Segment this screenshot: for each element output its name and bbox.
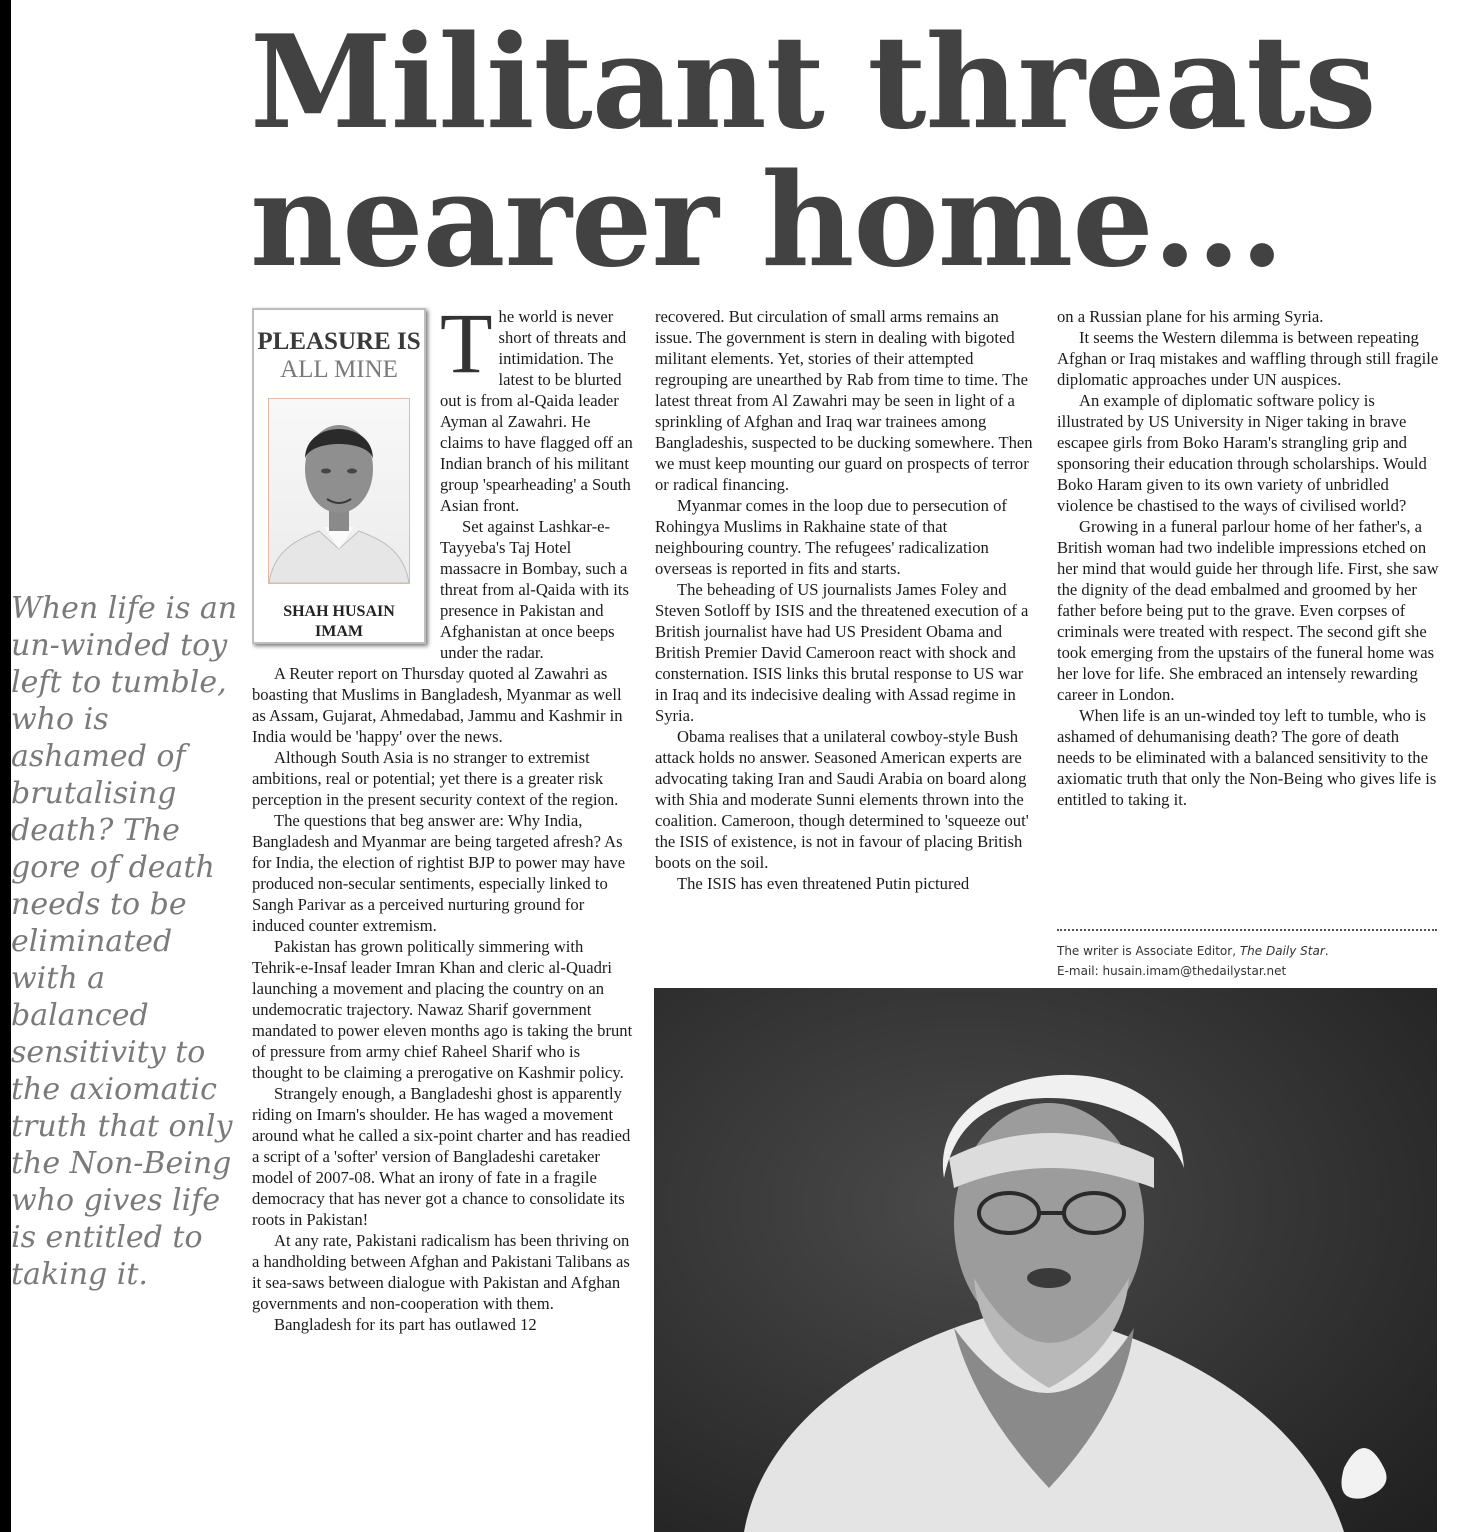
headline: Militant threats nearer home... bbox=[250, 8, 1376, 296]
writer-email: E-mail: husain.imam@thedailystar.net bbox=[1057, 964, 1287, 978]
author-name-line-1: SHAH HUSAIN bbox=[283, 603, 395, 620]
writer-note bbox=[1057, 941, 1447, 981]
writer-affiliation bbox=[1057, 941, 1447, 961]
dotted-divider bbox=[1057, 929, 1437, 931]
paragraph: recovered. But circulation of small arms remains an issue. The government is stern in dealing with bigoted militant elements. Yet, stories of their attempted regrouping are unearthed by Rab from time to time. The latest threat from Al Zawahri may be seen in light of a sprinkling of Afghan and Iraq war trainees among Bangladeshis, suspected to be ducking somewhere. Then we must keep mounting our guard on prospects of terror or radical financing. bbox=[655, 307, 1033, 494]
writer-affiliation-period: . bbox=[1324, 944, 1329, 958]
photo-subject-icon bbox=[654, 988, 1437, 1532]
paragraph: Strangely enough, a Bangladeshi ghost is apparently riding on Imarn's shoulder. He has waged a movement around what he called a six-point charter and has readied a script of a 'softer' version of Bangladeshi caretaker model of 2007-08. What an irony of fate in a fragile democracy that has never got a chance to consolidate its roots in Pakistan! bbox=[252, 1084, 631, 1229]
column-name-line-1: PLEASURE IS bbox=[257, 328, 421, 355]
article-column-1 bbox=[252, 306, 634, 1532]
paragraph: Myanmar comes in the loop due to persecution of Rohingya Muslims in Rakhaine state of that neighbouring country. The refugees' radicalization overseas is reported in fits and starts. bbox=[655, 496, 1007, 578]
publication-name: The Daily Star bbox=[1239, 944, 1325, 958]
paragraph-text: he world is never short of threats and intimidation. The latest to be blurted out is from al-Qaida leader Ayman al Zawahri. He claims to have flagged off an Indian branch of his militant group 'spearheading' a South Asian front. bbox=[440, 307, 633, 515]
paragraph: Although South Asia is no stranger to extremist ambitions, real or potential; yet there is a greater risk perception in the present security context of the region. bbox=[252, 748, 619, 809]
writer-affiliation-text: The writer is Associate Editor, bbox=[1057, 944, 1240, 958]
paragraph: The questions that beg answer are: Why India, Bangladesh and Myanmar are being targeted afresh? As for India, the election of rightist BJP to power may have produced non-secular sentiments, especially linked to Sangh Parivar as a perceived nurturing ground for induced counter extremism. bbox=[252, 811, 626, 935]
author-name-line-2: IMAM bbox=[315, 623, 363, 640]
paragraph: Pakistan has grown politically simmering with Tehrik-e-Insaf leader Imran Khan and cleric al-Quadri launching a movement and placing the country on an undemocratic trajectory. Nawaz Sharif government mandated to power eleven months ago is taking the brunt of pressure from army chief Raheel Sharif who is thought to be claiming a prerogative on Kashmir policy. bbox=[252, 937, 633, 1082]
pull-quote: When life is an un-winded toy left to tumble, who is ashamed of brutalising death? The gore of death needs to be eliminated with a balanced sensitivity to the axiomatic truth that only the Non-Being who gives life is entitled to taking it. bbox=[11, 591, 238, 1292]
paragraph: The beheading of US journalists James Foley and Steven Sotloff by ISIS and the threatened execution of a British journalist have had US President Obama and British Premier David Cameroon react with shock and consternation. ISIS links this brutal response to US war in Iraq and its indecisive dealing with Assad regime in Syria. bbox=[655, 580, 1029, 725]
drop-cap: T bbox=[440, 306, 493, 391]
paragraph: The ISIS has even threatened Putin pictured bbox=[677, 874, 970, 893]
author-byline bbox=[254, 602, 424, 642]
paragraph: It seems the Western dilemma is between repeating Afghan or Iraq mistakes and waffling through still fragile diplomatic approaches under UN auspices. bbox=[1057, 328, 1439, 389]
paragraph: When life is an un-winded toy left to tumble, who is ashamed of dehumanising death? The gore of death needs to be eliminated with a balanced sensitivity to the axiomatic truth that only the Non-Being who gives life is entitled to taking it. bbox=[1057, 706, 1437, 809]
paragraph: Obama realises that a unilateral cowboy-style Bush attack holds no answer. Seasoned American experts are advocating taking Iran and Saudi Arabia on board along with Shia and moderate Sunni elements thrown into the coalition. Cameroon, though determined to 'squeeze out' the ISIS of existence, is not in favour of placing British boots on the soil. bbox=[655, 727, 1029, 872]
column-name-line-2: ALL MINE bbox=[280, 356, 398, 383]
paragraph: on a Russian plane for his arming Syria. bbox=[1057, 307, 1324, 326]
paragraph: Growing in a funeral parlour home of her father's, a British woman had two indelible impressions etched on her mind that would guide her through life. First, she saw the dignity of the dead embalmed and groomed by her father before being put to the grave. Even corpses of criminals were treated with respect. The second gift she took emerging from the upstairs of the funeral home was her love for life. She embraced an intensely rewarding career in London. bbox=[1057, 517, 1439, 704]
news-photo bbox=[654, 988, 1437, 1532]
paragraph: A Reuter report on Thursday quoted al Zawahri as boasting that Muslims in Bangladesh, Myanmar as well as Assam, Gujarat, Ahmedabad, Jammu and Kashmir in India would be 'happy' over the news. bbox=[252, 664, 623, 746]
columnist-badge bbox=[252, 308, 426, 644]
paragraph: Set against Lashkar-e-Tayyeba's Taj Hotel massacre in Bombay, such a threat from al-Qaida with its presence in Pakistan and Afghanistan at once beeps under the radar. bbox=[440, 517, 629, 662]
article-column-3 bbox=[1057, 306, 1439, 918]
article-column-2 bbox=[655, 306, 1037, 982]
paragraph: At any rate, Pakistani radicalism has been thriving on a handholding between Afghan and Pakistani Talibans as it sea-saws between dialogue with Pakistan and Afghan governments and non-cooperation with them. bbox=[252, 1231, 630, 1313]
author-portrait-icon bbox=[269, 399, 409, 583]
paragraph: An example of diplomatic software policy is illustrated by US University in Niger taking in brave escapee girls from Boko Haram's strangling grip and sponsoring their education through scholarships. Would Boko Haram given to its own variety of unbridled violence be chastised to the ways of civilised world? bbox=[1057, 391, 1427, 515]
author-portrait bbox=[268, 398, 410, 584]
paragraph: Bangladesh for its part has outlawed 12 bbox=[274, 1315, 537, 1334]
page-edge-bar bbox=[0, 0, 11, 1532]
